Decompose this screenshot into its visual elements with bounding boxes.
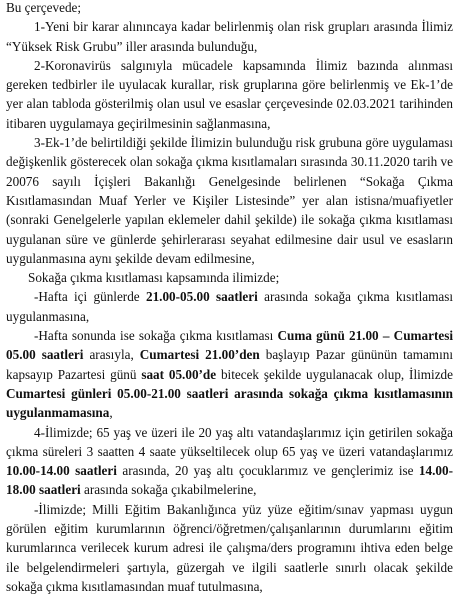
curfew-intro-paragraph: Sokağa çıkma kısıtlaması kapsamında ilimizde; (28, 270, 280, 286)
item-1-paragraph: 1-Yeni bir karar alınıncaya kadar belirlenmiş olan risk grupları arasında İlimiz “Yüksek Risk Grubu” iller arasında bulunduğu, (6, 19, 453, 54)
weekday-text-pre: -Hafta içi günlerde (34, 289, 146, 305)
weekend-friday-hours: Cuma günü 21.00 – Cumartesi 05.00 saatleri (6, 328, 453, 363)
document-body (6, 0, 453, 596)
exam-exemption-paragraph: -İlimizde; Milli Eğitim Bakanlığınca yüz yüze eğitim/sınav yapması uygun görülen eğitim kurumlarının öğrenci/öğretmen/çalışanlarının durumlarını eğitim kurumlarınca verilecek kurum adresi ile çalışma/ders programını ihtiva eden belge ile belgelendirmeleri şartıyla, güzergah ve ilgili saatlerle sınırlı olacak şekilde sokağa çıkma kısıtlamasından muaf tutulmasına, (6, 501, 453, 594)
item-3-paragraph: 3-Ek-1’de belirtildiği şekilde İlimizin bulunduğu risk grubuna göre uygulaması değişkenlik gösterecek olan sokağa çıkma kısıtlamaları sırasında 30.11.2020 tarih ve 20076 sayılı İçişleri Bakanlığı Genelgesinde belirlenen “Sokağa Çıkma Kısıtlamasından Muaf Yerler ve Kişiler Listesinde” yer alan istisna/muafiyetler (sonraki Genelgelerle yapılan eklemeler dahil şekilde) ile sokağa çıkma kısıtlaması uygulanan süre ve günlerde şehirlerarası seyahat edilmesine dair usul ve esasların uygulanmasına aynı şekilde devam edilmesine, (6, 135, 453, 266)
youth-hours: 14.00-18.00 saatleri (6, 463, 453, 498)
item-4-paragraph (6, 423, 453, 500)
weekend-saturday-start: Cumartesi 21.00’den (139, 347, 260, 363)
weekend-text-pre: -Hafta sonunda ise sokağa çıkma kısıtlaması (34, 328, 278, 344)
item-2-paragraph: 2-Koronavirüs salgınıyla mücadele kapsamında İlimiz bazında alınması gereken tedbirler ile uyulacak kurallar, risk gruplarına göre belirlenmiş ve Ek-1’de yer alan tabloda gösterilmiş olan usul ve esaslar çerçevesinde 02.03.2021 tarihinden itibaren uygulamaya geçirilmesinin sağlanmasına, (6, 57, 453, 131)
weekend-text-mid-3: bitecek şekilde uygulanacak olup, İlimizde (216, 366, 453, 382)
weekend-text-post: , (109, 405, 113, 421)
item-4-text-mid: arasında, 20 yaş altı çocuklarımız ve gençlerimiz ise (116, 463, 419, 479)
weekday-text-post: arasında sokağa çıkma kısıtlaması uygulanmasına, (6, 289, 453, 324)
intro-paragraph: Bu çerçevede; (6, 0, 82, 15)
item-4-text-post: arasında sokağa çıkabilmelerine, (80, 482, 257, 498)
weekend-curfew-paragraph (6, 326, 453, 422)
weekend-text-mid-1: arasıyla, (83, 347, 140, 363)
weekday-curfew-paragraph (6, 287, 453, 326)
weekday-hours: 21.00-05.00 saatleri (145, 289, 258, 305)
weekend-saturday-exemption: Cumartesi günleri 05.00-21.00 saatleri arasında sokağa çıkma kısıtlamasının uygulanmamasına (6, 385, 453, 421)
elderly-hours: 10.00-14.00 saatleri (6, 463, 117, 479)
item-4-text-pre: 4-İlimizde; 65 yaş ve üzeri ile 20 yaş altı vatandaşlarımız için getirilen sokağa çıkma süreleri 3 saatten 4 saate yükseltilecek olup 65 yaş ve üzeri vatandaşlarımız (6, 424, 453, 459)
weekend-monday-end: saat 05.00’de (141, 366, 217, 382)
weekend-text-mid-2: başlayıp Pazar gününün tamamını kapsayıp Pazartesi günü (6, 347, 453, 382)
